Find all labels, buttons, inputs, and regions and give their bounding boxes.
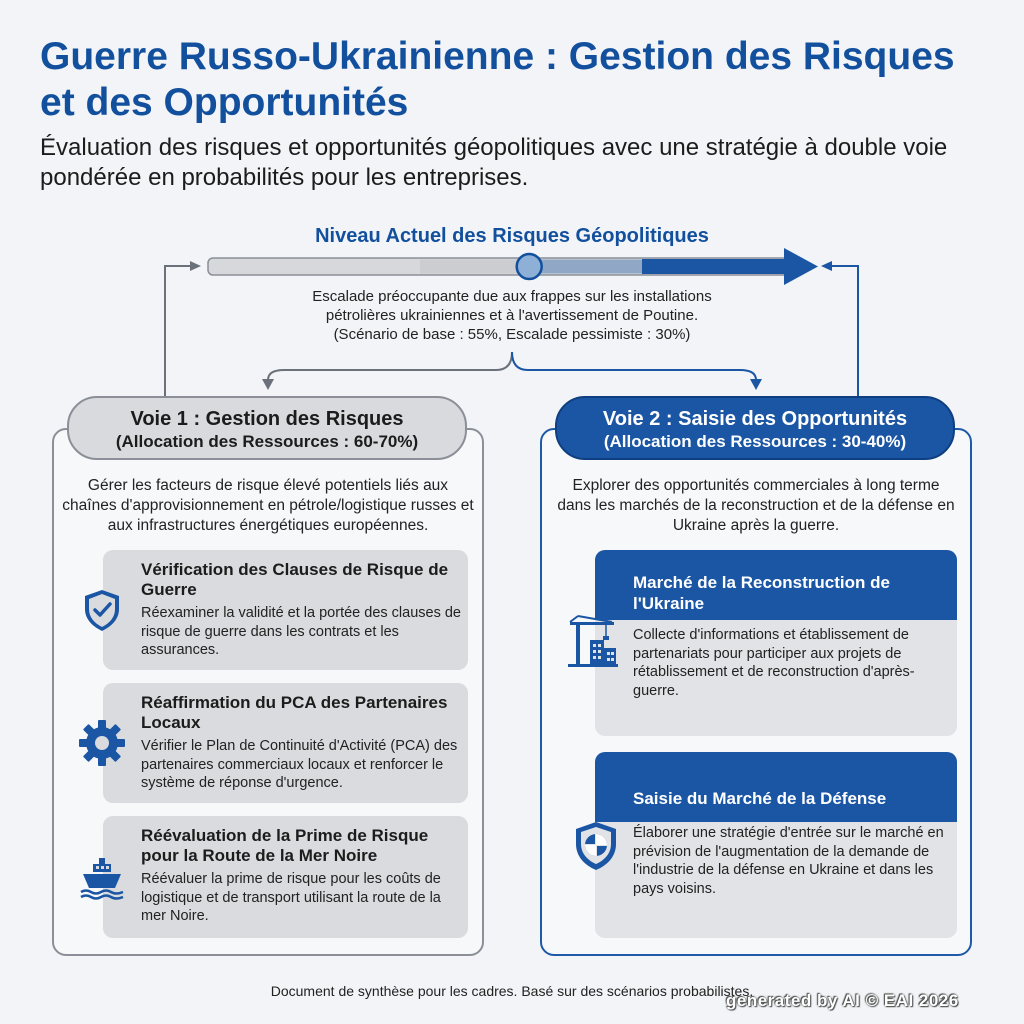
shield-check-icon xyxy=(77,585,127,635)
track2-description: Explorer des opportunités commerciales à long terme dans les marchés de la reconstruction et de la défense en Ukraine après la guerre. xyxy=(557,477,955,534)
card-description: Élaborer une stratégie d'entrée sur le marché en prévision de l'augmentation de la demande de l'industrie de la défense en Ukraine et dans les pays voisins. xyxy=(633,825,944,897)
risk-level-description xyxy=(262,287,762,344)
track2-card-reconstruction xyxy=(595,550,957,736)
watermark: generated by AI © EAI 2026 xyxy=(726,991,959,1010)
defense-shield-icon xyxy=(568,818,624,874)
left-feedback-line xyxy=(165,266,190,396)
left-feedback-arrow xyxy=(190,261,201,271)
track1-title: Voie 1 : Gestion des Risques xyxy=(130,408,404,430)
track1-card-war-clauses xyxy=(103,550,468,670)
card-description: Réexaminer la validité et la portée des clauses de risque de guerre dans les contrats et les assurances. xyxy=(141,605,461,658)
risk-gauge-segment-high xyxy=(642,259,792,274)
split-line-left xyxy=(268,352,512,380)
track2-allocation: (Allocation des Ressources : 30-40%) xyxy=(603,432,907,451)
right-feedback-arrow xyxy=(821,261,832,271)
track1-card-black-sea xyxy=(103,816,468,938)
risk-desc-line: pétrolières ukrainiennes et à l'avertissement de Poutine. xyxy=(325,307,699,324)
track1-card-partners-pca xyxy=(103,683,468,803)
risk-gauge-segment-mid xyxy=(420,260,520,274)
card-title: Marché de la Reconstruction de l'Ukraine xyxy=(633,573,890,613)
gear-icon xyxy=(77,718,127,768)
risk-gauge xyxy=(208,248,818,285)
split-arrow-left xyxy=(262,379,274,390)
track1-allocation: (Allocation des Ressources : 60-70%) xyxy=(115,432,419,451)
card-header xyxy=(595,752,957,822)
construction-crane-icon xyxy=(566,614,622,670)
risk-gauge-arrowhead xyxy=(784,248,818,285)
split-line-right xyxy=(512,352,756,380)
card-title: Réévaluation de la Prime de Risque pour la Route de la Mer Noire xyxy=(141,826,429,865)
risk-gauge-segment-elevated xyxy=(530,260,642,274)
page-subtitle: Évaluation des risques et opportunités géopolitiques avec une stratégie à double voie pondérée en probabilités pour les entreprises. xyxy=(40,134,948,191)
ship-icon xyxy=(77,852,127,902)
footer-note: Document de synthèse pour les cadres. Basé sur des scénarios probabilistes. xyxy=(270,983,754,999)
risk-gauge-marker xyxy=(517,254,542,279)
track2-title: Voie 2 : Saisie des Opportunités xyxy=(602,408,908,430)
risk-level-title: Niveau Actuel des Risques Géopolitiques xyxy=(315,225,709,247)
track2-header xyxy=(555,396,955,460)
card-description: Collecte d'informations et établissement de partenariats pour participer aux projets de rétablissement et de reconstruction d'après-guerre. xyxy=(633,627,915,699)
card-description: Réévaluer la prime de risque pour les coûts de logistique et de transport utilisant la route de la mer Noire. xyxy=(141,871,441,924)
card-description: Vérifier le Plan de Continuité d'Activité (PCA) des partenaires commerciaux locaux et renforcer le système de réponse d'urgence. xyxy=(141,738,458,791)
card-title: Vérification des Clauses de Risque de Guerre xyxy=(141,560,449,599)
risk-desc-line: Escalade préoccupante due aux frappes sur les installations xyxy=(312,288,712,305)
split-arrow-right xyxy=(750,379,762,390)
card-title: Réaffirmation du PCA des Partenaires Locaux xyxy=(141,693,448,732)
track2-card-defense xyxy=(595,752,957,938)
page-title: Guerre Russo-Ukrainienne : Gestion des Risques et des Opportunités xyxy=(40,35,955,124)
track1-description: Gérer les facteurs de risque élevé potentiels liés aux chaînes d'approvisionnement en pétrole/logistique russes et aux infrastructures énergétiques européennes. xyxy=(62,477,474,534)
right-feedback-line xyxy=(832,266,858,396)
card-title: Saisie du Marché de la Défense xyxy=(633,789,887,808)
track1-header xyxy=(67,396,467,460)
risk-desc-line: (Scénario de base : 55%, Escalade pessimiste : 30%) xyxy=(333,326,691,343)
